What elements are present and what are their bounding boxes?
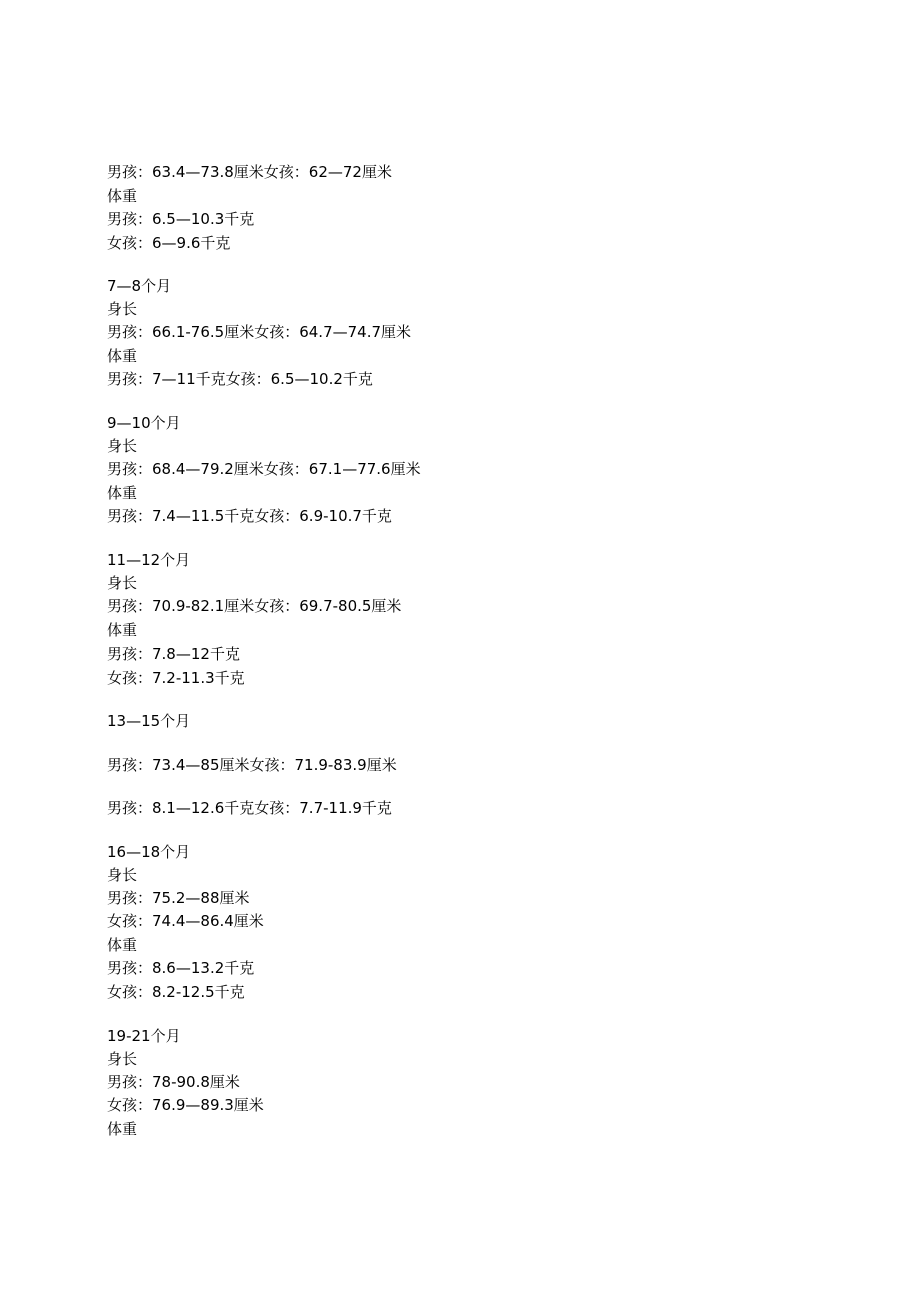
text-line: 女孩：74.4—86.4厘米 xyxy=(107,912,264,930)
text-line: 女孩：7.2-11.3千克 xyxy=(107,669,245,687)
text-line: 女孩：6—9.6千克 xyxy=(107,234,231,252)
text-line: 体重 xyxy=(107,1120,138,1138)
text-line: 身长 xyxy=(107,866,138,884)
text-line: 男孩：68.4—79.2厘米女孩：67.1—77.6厘米 xyxy=(107,460,421,478)
text-line: 11—12个月 xyxy=(107,551,191,569)
text-line: 13—15个月 xyxy=(107,712,191,730)
text-line: 体重 xyxy=(107,936,138,954)
text-line: 男孩：7.4—11.5千克女孩：6.9-10.7千克 xyxy=(107,507,392,525)
text-line: 男孩：78-90.8厘米 xyxy=(107,1073,240,1091)
text-line: 身长 xyxy=(107,574,138,592)
text-line: 16—18个月 xyxy=(107,843,191,861)
text-line: 女孩：76.9—89.3厘米 xyxy=(107,1096,264,1114)
text-line: 男孩：66.1-76.5厘米女孩：64.7—74.7厘米 xyxy=(107,323,412,341)
text-line: 男孩：8.6—13.2千克 xyxy=(107,959,255,977)
text-line: 男孩：70.9-82.1厘米女孩：69.7-80.5厘米 xyxy=(107,597,402,615)
text-line: 9—10个月 xyxy=(107,414,181,432)
text-line: 体重 xyxy=(107,347,138,365)
text-line: 体重 xyxy=(107,484,138,502)
text-line: 男孩：8.1—12.6千克女孩：7.7-11.9千克 xyxy=(107,799,392,817)
text-line: 男孩：6.5—10.3千克 xyxy=(107,210,255,228)
text-line: 19-21个月 xyxy=(107,1027,181,1045)
text-line: 身长 xyxy=(107,437,138,455)
text-line: 身长 xyxy=(107,1050,138,1068)
text-line: 男孩：73.4—85厘米女孩：71.9-83.9厘米 xyxy=(107,756,397,774)
text-line: 体重 xyxy=(107,621,138,639)
text-line: 体重 xyxy=(107,187,138,205)
text-line: 女孩：8.2-12.5千克 xyxy=(107,983,245,1001)
text-line: 7—8个月 xyxy=(107,277,172,295)
text-line: 男孩：75.2—88厘米 xyxy=(107,889,250,907)
text-line: 男孩：7.8—12千克 xyxy=(107,645,240,663)
text-line: 身长 xyxy=(107,300,138,318)
text-line: 男孩：7—11千克女孩：6.5—10.2千克 xyxy=(107,370,373,388)
text-line: 男孩：63.4—73.8厘米女孩：62—72厘米 xyxy=(107,163,392,181)
